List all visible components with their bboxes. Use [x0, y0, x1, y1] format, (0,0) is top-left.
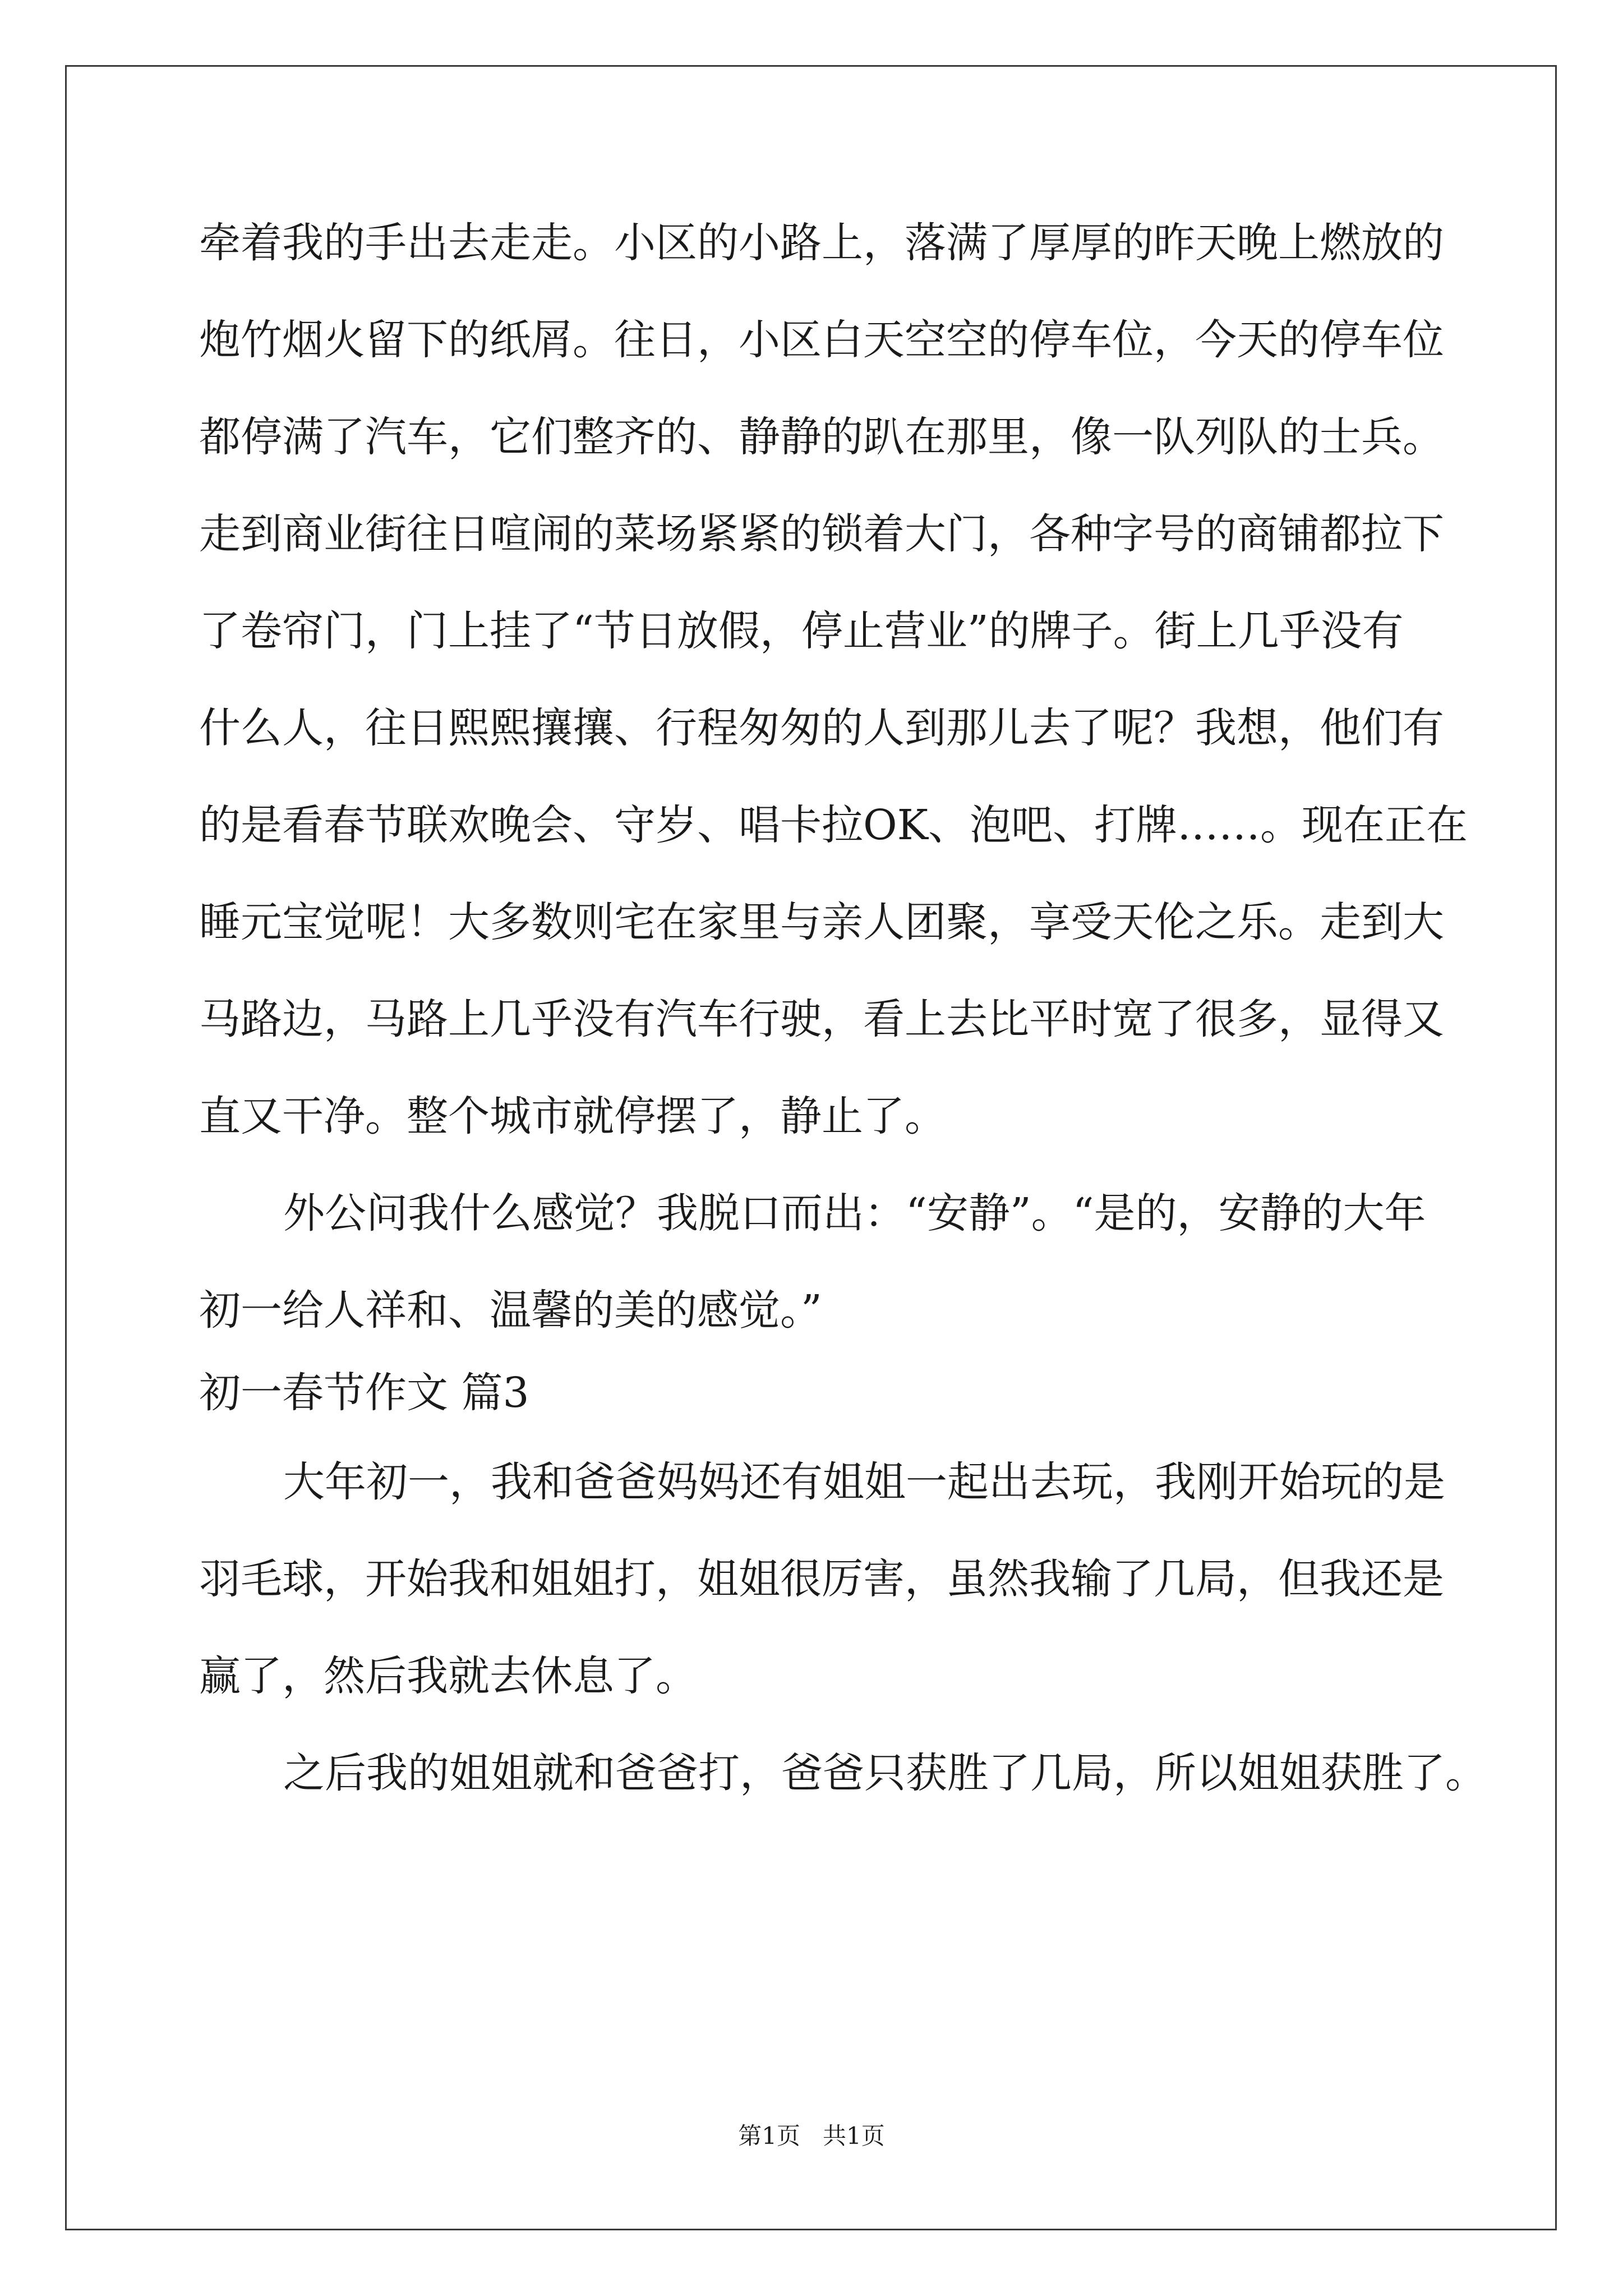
text-line: 牵着我的手出去走走。小区的小路上，落满了厚厚的昨天晚上燃放的	[199, 219, 1444, 267]
section-heading: 初一春节作文 篇3	[199, 1369, 529, 1417]
text-line: 什么人，往日熙熙攘攘、行程匆匆的人到那儿去了呢？我想，他们有	[199, 704, 1444, 752]
paragraph-start: 之后我的姐姐就和爸爸打，爸爸只获胜了几局，所以姐姐获胜了。	[283, 1749, 1487, 1797]
text-line: 羽毛球，开始我和姐姐打，姐姐很厉害，虽然我输了几局，但我还是	[199, 1555, 1444, 1603]
text-line: 睡元宝觉呢！大多数则宅在家里与亲人团聚，享受天伦之乐。走到大	[199, 898, 1444, 946]
text-line: 赢了，然后我就去休息了。	[199, 1652, 697, 1700]
text-line: 了卷帘门，门上挂了“节日放假，停止营业”的牌子。街上几乎没有	[199, 607, 1404, 655]
text-line: 直又干净。整个城市就停摆了，静止了。	[199, 1092, 946, 1140]
paragraph-start: 外公问我什么感觉？我脱口而出：“安静”。“是的，安静的大年	[283, 1189, 1426, 1237]
text-line: 初一给人祥和、温馨的美的感觉。”	[199, 1286, 822, 1335]
page-border	[65, 65, 1557, 2230]
page-footer: 第1页 共1页	[738, 2122, 885, 2150]
paragraph-start: 大年初一，我和爸爸妈妈还有姐姐一起出去玩，我刚开始玩的是	[283, 1458, 1445, 1506]
text-line: 炮竹烟火留下的纸屑。往日，小区白天空空的停车位，今天的停车位	[199, 316, 1444, 364]
text-line: 马路边，马路上几乎没有汽车行驶，看上去比平时宽了很多，显得又	[199, 995, 1444, 1043]
text-line: 走到商业街往日喧闹的菜场紧紧的锁着大门，各种字号的商铺都拉下	[199, 510, 1444, 558]
text-line: 的是看春节联欢晚会、守岁、唱卡拉OK、泡吧、打牌……。现在正在	[199, 801, 1468, 849]
text-line: 都停满了汽车，它们整齐的、静静的趴在那里，像一队列队的士兵。	[199, 413, 1444, 461]
